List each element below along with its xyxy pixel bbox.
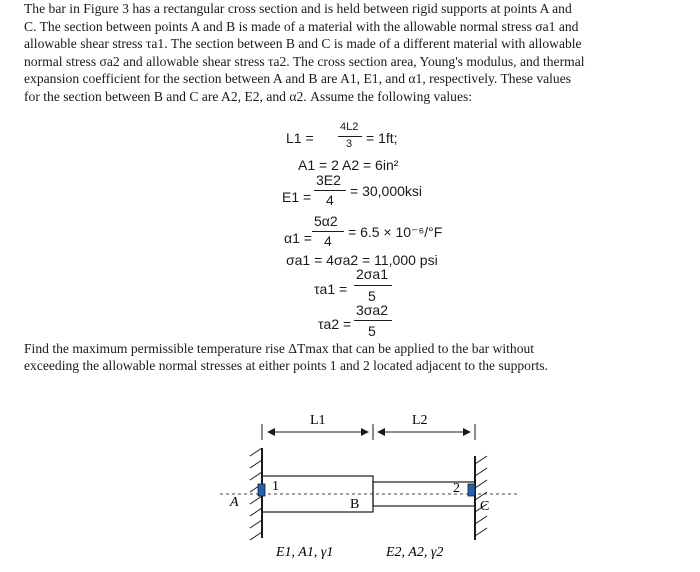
label-b: B <box>350 497 360 512</box>
eq6-denominator: 5 <box>368 288 376 304</box>
eq1-lhs: L1 = <box>286 130 314 146</box>
label-a: A <box>230 495 239 510</box>
problem-line: C. The section between points A and B is made of a material with the allowable normal stress σa1 and <box>24 18 579 34</box>
eq5: σa1 = 4σa2 = 11,000 psi <box>286 252 438 268</box>
point-1-marker <box>258 484 265 496</box>
eq4-numerator: 5α2 <box>314 213 338 229</box>
label-2: 2 <box>453 481 460 496</box>
material-label-right: E2, A2, γ2 <box>386 545 444 560</box>
problem-line: allowable shear stress τa1. The section between B and C is made of a different material with allowable <box>24 36 582 52</box>
dim-label-l2: L2 <box>412 413 428 428</box>
eq1-numerator: 4L2 <box>340 121 359 133</box>
question-line: Find the maximum permissible temperature rise ΔTmax that can be applied to the bar without <box>24 341 535 356</box>
label-c: C <box>480 499 490 514</box>
dim-label-l1: L1 <box>310 413 326 428</box>
problem-line: for the section between B and C are A2, E2, and α2. Assume the following values: <box>24 88 473 104</box>
eq3-numerator: 3E2 <box>316 172 341 188</box>
eq3-denominator: 4 <box>326 192 334 208</box>
eq7-denominator: 5 <box>368 323 376 339</box>
eq7-lhs: τa2 = <box>318 316 352 332</box>
problem-line: The bar in Figure 3 has a rectangular cross section and is held between rigid supports at points A and <box>24 1 572 16</box>
eq1-denominator: 3 <box>346 138 353 150</box>
eq4-lhs: α1 = <box>284 230 312 246</box>
eq7-numerator: 3σa2 <box>356 302 388 318</box>
dimension-lines <box>262 424 475 440</box>
eq4-denominator: 4 <box>324 233 332 249</box>
point-2-marker <box>468 484 475 496</box>
eq6-lhs: τa1 = <box>314 281 348 297</box>
eq6-numerator: 2σa1 <box>356 266 388 282</box>
eq2: A1 = 2 A2 = 6in² <box>298 157 399 173</box>
problem-line: expansion coefficient for the section between A and B are A1, E1, and α1, respectively. These values <box>24 71 572 87</box>
right-wall <box>475 456 490 540</box>
eq1-rhs: = 1ft; <box>366 130 398 146</box>
eq4-rhs: = 6.5 × 10⁻⁶/°F <box>348 224 443 240</box>
eq3-rhs: = 30,000ksi <box>350 183 422 199</box>
material-label-left: E1, A1, γ1 <box>276 545 334 560</box>
label-1: 1 <box>272 479 279 494</box>
question-line: exceeding the allowable normal stresses at either points 1 and 2 located adjacent to the supports. <box>24 358 548 373</box>
problem-line: normal stress σa2 and allowable shear stress τa2. The cross section area, Young's modulus, and thermal <box>24 53 585 69</box>
eq3-lhs: E1 = <box>282 189 312 205</box>
